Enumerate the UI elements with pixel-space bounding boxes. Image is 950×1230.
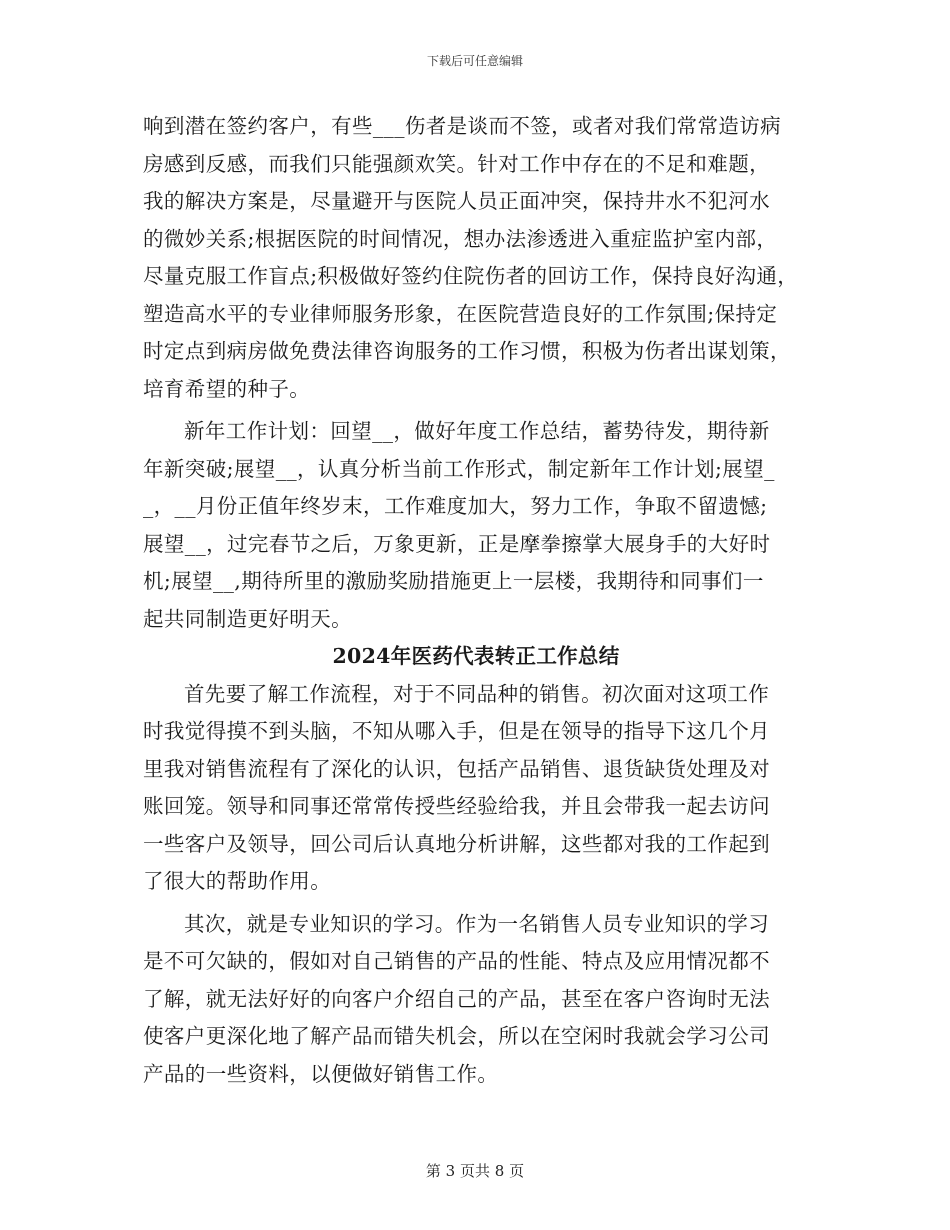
text-line: 新年工作计划：回望__，做好年度工作总结，蓄势待发，期待新 [184,419,770,443]
text-line: 培育希望的种子。 [143,376,311,401]
text-line: 里我对销售流程有了深化的认识，包括产品销售、退货缺货处理及对 [143,756,770,781]
text-line: 的微妙关系;根据医院的时间情况，想办法渗透进入重症监护室内部， [143,226,778,251]
text-line: 时定点到病房做免费法律咨询服务的工作习惯，积极为伤者出谋划策， [143,339,791,363]
text-line: 尽量克服工作盲点;积极做好签约住院伤者的回访工作，保持良好沟通， [143,264,799,288]
text-line: _，__月份正值年终岁末，工作难度加大，努力工作，争取不留遗憾; [143,494,768,518]
text-line: 响到潜在签约客户，有些___伤者是谈而不签，或者对我们常常造访病 [143,114,782,138]
text-line: 账回笼。领导和同事还常常传授些经验给我，并且会带我一起去访问 [143,794,770,818]
document-body [143,108,809,1093]
text-line: 起共同制造更好明天。 [143,606,352,631]
text-line: 展望__，过完春节之后，万象更新，正是摩拳擦掌大展身手的大好时 [143,531,771,556]
text-line: 年新突破;展望__，认真分析当前工作形式，制定新年工作计划;展望_ [143,456,775,481]
page-header: 下载后可任意编辑 [426,54,523,68]
page-number: 第 3 页共 8 页 [425,1162,525,1180]
text-line: 我的解决方案是，尽量避开与医院人员正面冲突，保持井水不犯河水 [143,189,770,213]
text-line: 首先要了解工作流程，对于不同品种的销售。初次面对这项工作 [184,681,770,706]
text-line: 房感到反感，而我们只能强颜欢笑。针对工作中存在的不足和难题， [143,151,770,176]
text-line: 使客户更深化地了解产品而错失机会，所以在空闲时我就会学习公司 [143,1024,770,1048]
paragraph-product-knowledge [143,906,809,1094]
paragraph-new-year-plan [143,413,809,638]
text-line: 一些客户及领导，回公司后认真地分析讲解，这些都对我的工作起到 [143,831,770,856]
text-line: 是不可欠缺的，假如对自己销售的产品的性能、特点及应用情况都不 [143,949,770,973]
text-line: 机;展望__,期待所里的激励奖励措施更上一层楼，我期待和同事们一 [143,569,764,593]
text-line: 时我觉得摸不到头脑，不知从哪入手，但是在领导的指导下这几个月 [143,719,770,743]
section-title: 2024年医药代表转正工作总结 [332,644,620,668]
paragraph-solutions [143,108,809,408]
text-line: 产品的一些资料，以便做好销售工作。 [143,1061,499,1086]
text-line: 了很大的帮助作用。 [143,869,332,893]
text-line: 塑造高水平的专业律师服务形象，在医院营造良好的工作氛围;保持定 [143,301,778,326]
text-line: 了解，就无法好好的向客户介绍自己的产品，甚至在客户咨询时无法 [143,986,770,1011]
text-line: 其次，就是专业知识的学习。作为一名销售人员专业知识的学习 [184,911,770,936]
paragraph-workflow [143,676,809,901]
